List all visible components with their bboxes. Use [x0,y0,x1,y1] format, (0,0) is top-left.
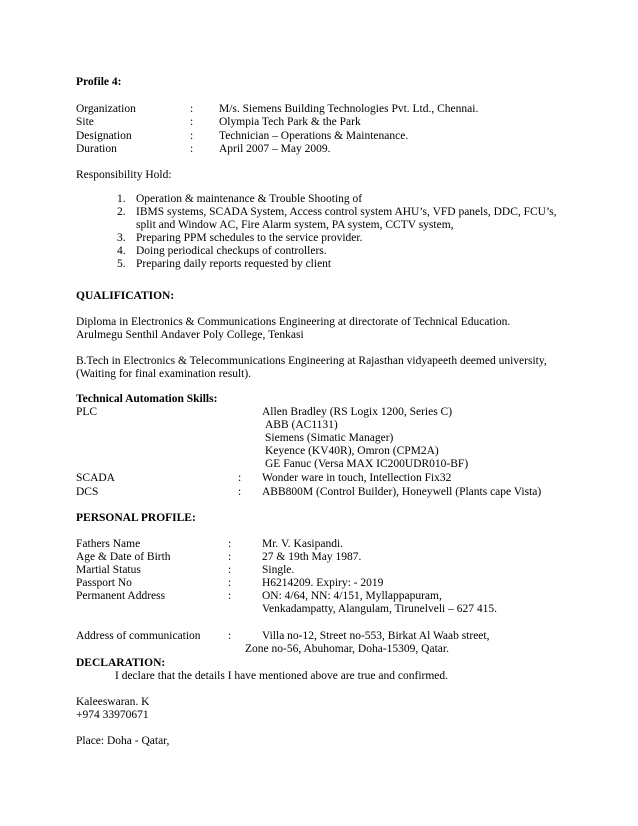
comm-address-line-2: Zone no-56, Abuhomar, Doha-15309, Qatar. [245,643,449,655]
designation-label: Designation [76,130,132,142]
site-value: Olympia Tech Park & the Park [219,116,361,128]
list-item-text: split and Window AC, Fire Alarm system, PA system, CCTV system, [136,219,454,231]
permanent-address-value: ON: 4/64, NN: 4/151, Myllappapuram, [262,590,442,602]
plc-value: Allen Bradley (RS Logix 1200, Series C) [262,406,453,418]
skills-heading: Technical Automation Skills: [76,393,218,405]
plc-value: GE Fanuc (Versa MAX IC200UDR010-BF) [265,458,469,470]
list-item-number: 1. [117,193,126,205]
age-dob-value: 27 & 19th May 1987. [262,551,362,563]
duration-label: Duration [76,143,117,155]
age-dob-sep: : [228,551,232,563]
comm-address-label: Address of communication [76,630,201,642]
list-item [117,206,587,232]
list-item-text: Preparing daily reports requested by client [136,258,332,270]
plc-value: Keyence (KV40R), Omron (CPM2A) [265,445,439,457]
list-item-text: Operation & maintenance & Trouble Shooting of [136,193,363,205]
duration-sep: : [190,143,194,155]
organization-sep: : [190,103,194,115]
passport-value: H6214209. Expiry: - 2019 [262,577,384,589]
signatory-place: Place: Doha - Qatar, [76,735,170,747]
scada-value: Wonder ware in touch, Intellection Fix32 [262,472,452,484]
btech-line-2: (Waiting for final examination result). [76,368,252,380]
comm-address-sep: : [228,630,232,642]
permanent-address-sep: : [228,590,232,602]
duration-value: April 2007 – May 2009. [219,143,331,155]
permanent-address-line-2: Venkadampatty, Alangulam, Tirunelveli – 627 415. [262,603,497,615]
list-item-number: 3. [117,232,126,244]
permanent-address-label: Permanent Address [76,590,166,602]
scada-sep: : [238,472,242,484]
btech-line-1: B.Tech in Electronics & Telecommunications Engineering at Rajasthan vidyapeeth deemed university, [76,355,547,367]
fathers-name-label: Fathers Name [76,538,141,550]
scada-label: SCADA [76,472,115,484]
dcs-sep: : [238,486,242,498]
dcs-value: ABB800M (Control Builder), Honeywell (Plants cape Vista) [262,486,542,498]
diploma-line-1: Diploma in Electronics & Communications Engineering at directorate of Technical Education. [76,316,511,328]
designation-value: Technician – Operations & Maintenance. [219,130,409,142]
fathers-name-value: Mr. V. Kasipandi. [262,538,344,550]
diploma-line-2: Arulmegu Senthil Andaver Poly College, Tenkasi [76,329,304,341]
passport-label: Passport No [76,577,132,589]
list-item [117,232,587,245]
marital-status-label: Martial Status [76,564,141,576]
signatory-phone: +974 33970671 [76,709,149,721]
dcs-label: DCS [76,486,99,498]
responsibility-label: Responsibility Hold: [76,169,172,181]
plc-value: Siemens (Simatic Manager) [265,432,394,444]
list-item [117,245,587,258]
profile-heading: Profile 4: [76,76,122,88]
list-item-text: Doing periodical checkups of controllers. [136,245,327,257]
list-item [117,258,587,271]
site-label: Site [76,116,94,128]
declaration-text: I declare that the details I have mentioned above are true and confirmed. [115,670,449,682]
list-item-number: 2. [117,206,126,218]
list-item-number: 4. [117,245,126,257]
list-item [117,193,587,206]
qualification-heading: QUALIFICATION: [76,290,175,302]
responsibility-list [117,193,587,271]
list-item-text: Preparing PPM schedules to the service provider. [136,232,363,244]
marital-status-sep: : [228,564,232,576]
passport-sep: : [228,577,232,589]
site-sep: : [190,116,194,128]
list-item-text: IBMS systems, SCADA System, Access control system AHU’s, VFD panels, DDC, FCU’s, [136,206,557,218]
list-item-number: 5. [117,258,126,270]
plc-value: ABB (AC1131) [265,419,338,431]
comm-address-line-1: Villa no-12, Street no-553, Birkat Al Waab street, [262,630,490,642]
fathers-name-sep: : [228,538,232,550]
designation-sep: : [190,130,194,142]
organization-value: M/s. Siemens Building Technologies Pvt. Ltd., Chennai. [219,103,479,115]
declaration-heading: DECLARATION: [76,657,166,669]
personal-heading: PERSONAL PROFILE: [76,512,196,524]
organization-label: Organization [76,103,136,115]
plc-label: PLC [76,406,98,418]
signatory-name: Kaleeswaran. K [76,696,150,708]
marital-status-value: Single. [262,564,295,576]
age-dob-label: Age & Date of Birth [76,551,171,563]
